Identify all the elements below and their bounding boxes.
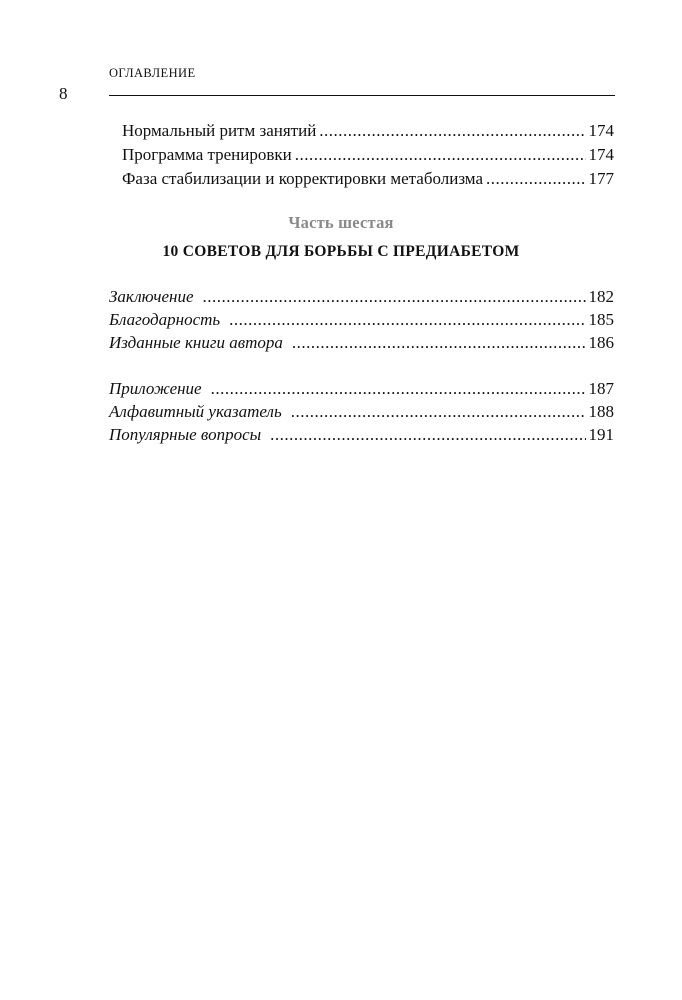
page-number: 8 xyxy=(59,84,68,103)
toc-entry-normal-rhythm[interactable] xyxy=(0,119,614,142)
toc-entry-page: 188 xyxy=(588,402,614,421)
running-head: ОГЛАВЛЕНИЕ xyxy=(109,66,196,80)
dot-leader xyxy=(203,285,586,308)
toc-entry-conclusion[interactable] xyxy=(0,285,614,308)
toc-entry-training-program[interactable] xyxy=(0,143,614,166)
dot-leader xyxy=(229,308,585,331)
toc-entry-title: Нормальный ритм занятий xyxy=(122,121,317,140)
toc-entry-stabilization-phase[interactable] xyxy=(0,167,614,190)
dot-leader xyxy=(270,423,585,446)
toc-entry-page: 187 xyxy=(588,379,614,398)
toc-entry-page: 185 xyxy=(588,310,614,329)
toc-entry-acknowledgements[interactable] xyxy=(0,308,614,331)
toc-entry-title: Алфавитный указатель xyxy=(109,402,282,421)
toc-entry-page: 186 xyxy=(588,333,614,352)
toc-entry-appendix[interactable] xyxy=(0,377,614,400)
toc-entry-title: Заключение xyxy=(109,287,194,306)
toc-entry-title: Благодарность xyxy=(109,310,221,329)
toc-entry-title: Популярные вопросы xyxy=(109,425,262,444)
toc-entry-title: Изданные книги автора xyxy=(109,333,283,352)
toc-entry-faq[interactable] xyxy=(0,423,614,446)
toc-entry-page: 182 xyxy=(588,287,614,306)
dot-leader xyxy=(295,143,586,166)
part-title: 10 СОВЕТОВ ДЛЯ БОРЬБЫ С ПРЕДИАБЕТОМ xyxy=(162,243,520,260)
dot-leader xyxy=(292,331,586,354)
toc-entry-index[interactable] xyxy=(0,400,614,423)
dot-leader xyxy=(291,400,586,423)
dot-leader xyxy=(486,167,586,190)
toc-entry-title: Фаза стабилизации и корректировки метаболизма xyxy=(122,169,483,188)
toc-entry-page: 191 xyxy=(588,425,614,444)
toc-entry-title: Приложение xyxy=(109,379,202,398)
toc-entry-published-books[interactable] xyxy=(0,331,614,354)
toc-entry-page: 174 xyxy=(588,121,614,140)
dot-leader xyxy=(319,119,585,142)
toc-entry-page: 177 xyxy=(588,169,614,188)
dot-leader xyxy=(211,377,586,400)
toc-entry-title: Программа тренировки xyxy=(122,145,292,164)
header-rule xyxy=(109,95,615,96)
part-label: Часть шестая xyxy=(288,213,394,232)
toc-entry-page: 174 xyxy=(588,145,614,164)
